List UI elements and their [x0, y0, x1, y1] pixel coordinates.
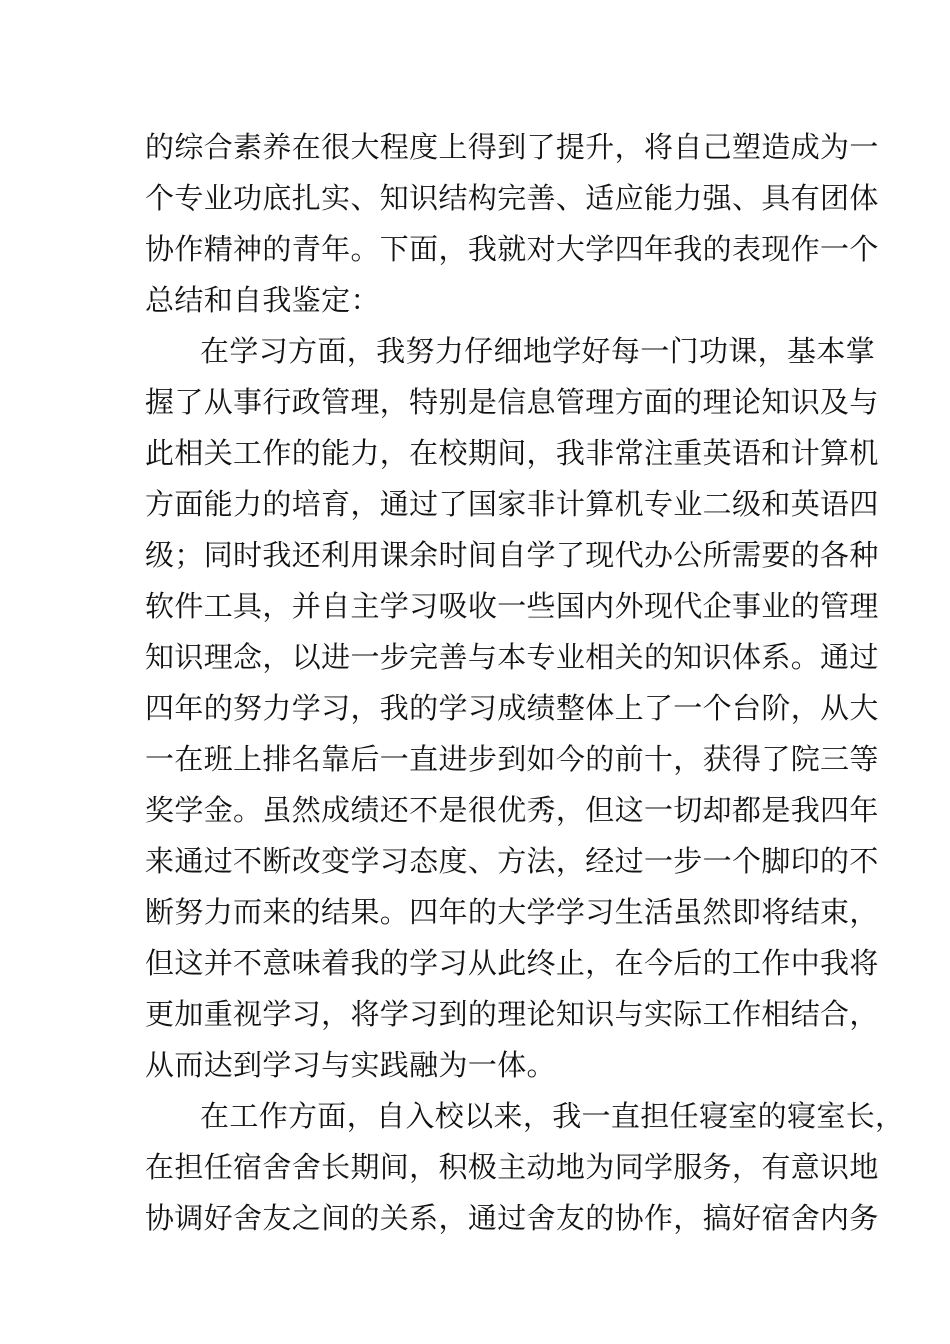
text-line: 知识理念，以进一步完善与本专业相关的知识体系。通过 — [145, 640, 879, 674]
text-line: 此相关工作的能力，在校期间，我非常注重英语和计算机 — [145, 436, 879, 470]
text-line: 的综合素养在很大程度上得到了提升，将自己塑造成为一 — [145, 130, 879, 164]
text-line: 一在班上排名靠后一直进步到如今的前十，获得了院三等 — [145, 742, 879, 776]
text-line: 从而达到学习与实践融为一体。 — [145, 1048, 556, 1082]
paragraph-start-line: 在学习方面，我努力仔细地学好每一门功课，基本掌 — [200, 334, 876, 368]
text-line: 握了从事行政管理，特别是信息管理方面的理论知识及与 — [145, 385, 879, 419]
text-line: 协作精神的青年。下面，我就对大学四年我的表现作一个 — [145, 232, 879, 266]
text-line: 奖学金。虽然成绩还不是很优秀，但这一切却都是我四年 — [145, 793, 879, 827]
paragraph-start-line: 在工作方面，自入校以来，我一直担任寝室的寝室长， — [200, 1099, 905, 1133]
text-line: 来通过不断改变学习态度、方法，经过一步一个脚印的不 — [145, 844, 879, 878]
text-line: 级；同时我还利用课余时间自学了现代办公所需要的各种 — [145, 538, 879, 572]
text-line: 但这并不意味着我的学习从此终止，在今后的工作中我将 — [145, 946, 879, 980]
text-line: 断努力而来的结果。四年的大学学习生活虽然即将结束， — [145, 895, 879, 929]
text-line: 更加重视学习，将学习到的理论知识与实际工作相结合， — [145, 997, 879, 1031]
text-line: 方面能力的培育，通过了国家非计算机专业二级和英语四 — [145, 487, 879, 521]
text-line: 协调好舍友之间的关系，通过舍友的协作，搞好宿舍内务 — [145, 1201, 879, 1235]
text-line: 总结和自我鉴定： — [145, 283, 380, 317]
text-line: 个专业功底扎实、知识结构完善、适应能力强、具有团体 — [145, 181, 879, 215]
text-line: 软件工具，并自主学习吸收一些国内外现代企事业的管理 — [145, 589, 879, 623]
text-line: 四年的努力学习，我的学习成绩整体上了一个台阶，从大 — [145, 691, 879, 725]
text-line: 在担任宿舍舍长期间，积极主动地为同学服务，有意识地 — [145, 1150, 879, 1184]
